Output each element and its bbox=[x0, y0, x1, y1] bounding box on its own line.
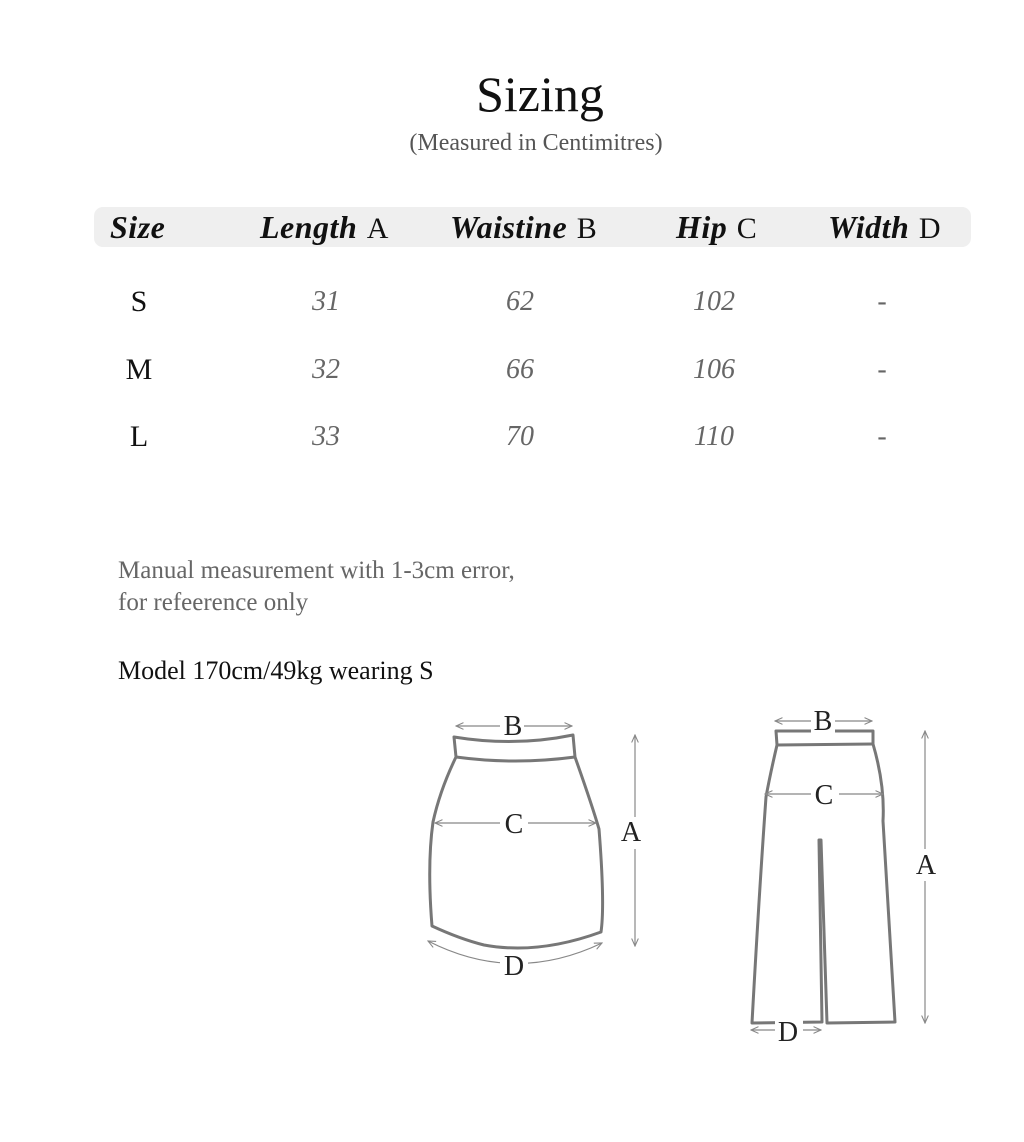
skirt-waistband-line bbox=[456, 757, 575, 761]
size-cell: S bbox=[130, 285, 148, 318]
column-header-hip-label: Hip bbox=[676, 209, 728, 245]
column-header-hip bbox=[676, 207, 757, 247]
column-header-width-letter: D bbox=[918, 212, 941, 245]
column-header-length-letter: A bbox=[366, 212, 389, 245]
hip-cell: 106 bbox=[693, 354, 735, 385]
width-cell: - bbox=[877, 421, 887, 452]
model-info: Model 170cm/49kg wearing S bbox=[118, 656, 434, 685]
measurement-note bbox=[118, 555, 515, 619]
table-row bbox=[0, 417, 1024, 457]
column-header-waistline bbox=[450, 207, 597, 247]
page-subtitle: (Measured in Centimitres) bbox=[409, 130, 663, 156]
width-cell: - bbox=[877, 354, 887, 385]
pants-waistband-line bbox=[777, 744, 873, 745]
skirt-diagram bbox=[420, 705, 650, 990]
column-header-size-label: Size bbox=[110, 209, 166, 245]
column-header-width-label: Width bbox=[828, 209, 910, 245]
length-cell: 33 bbox=[312, 421, 340, 452]
skirt-label-a: A bbox=[620, 817, 642, 848]
waistline-cell: 66 bbox=[506, 354, 534, 385]
page-title: Sizing bbox=[476, 66, 604, 122]
length-cell: 32 bbox=[312, 354, 340, 385]
waistline-cell: 62 bbox=[506, 286, 534, 317]
column-header-waistline-letter: B bbox=[576, 212, 597, 245]
width-cell: - bbox=[877, 286, 887, 317]
measurement-note-line-2: for refeerence only bbox=[118, 589, 309, 616]
pants-label-c: C bbox=[814, 780, 834, 811]
size-table-header bbox=[94, 207, 971, 247]
table-row bbox=[0, 282, 1024, 322]
column-header-length-label: Length bbox=[260, 209, 358, 245]
column-header-length bbox=[260, 207, 388, 247]
pants-label-d: D bbox=[777, 1017, 799, 1048]
column-header-width bbox=[828, 207, 941, 247]
length-cell: 31 bbox=[312, 286, 340, 317]
size-cell: L bbox=[129, 420, 149, 453]
table-row bbox=[0, 350, 1024, 390]
column-header-hip-letter: C bbox=[736, 212, 757, 245]
measurement-note-line-1: Manual measurement with 1-3cm error, bbox=[118, 557, 515, 584]
column-header-waistline-label: Waistine bbox=[450, 209, 568, 245]
skirt-label-b: B bbox=[503, 711, 523, 742]
pants-label-a: A bbox=[915, 850, 937, 881]
waistline-cell: 70 bbox=[506, 421, 534, 452]
pants-diagram bbox=[745, 705, 955, 1050]
pants-label-b: B bbox=[813, 706, 833, 737]
skirt-outline bbox=[430, 735, 603, 948]
column-header-size bbox=[110, 207, 165, 247]
hip-cell: 102 bbox=[693, 286, 735, 317]
skirt-label-c: C bbox=[504, 809, 524, 840]
size-cell: M bbox=[125, 353, 153, 386]
skirt-label-d: D bbox=[503, 951, 525, 982]
pants-outline bbox=[752, 731, 895, 1023]
hip-cell: 110 bbox=[694, 421, 734, 452]
